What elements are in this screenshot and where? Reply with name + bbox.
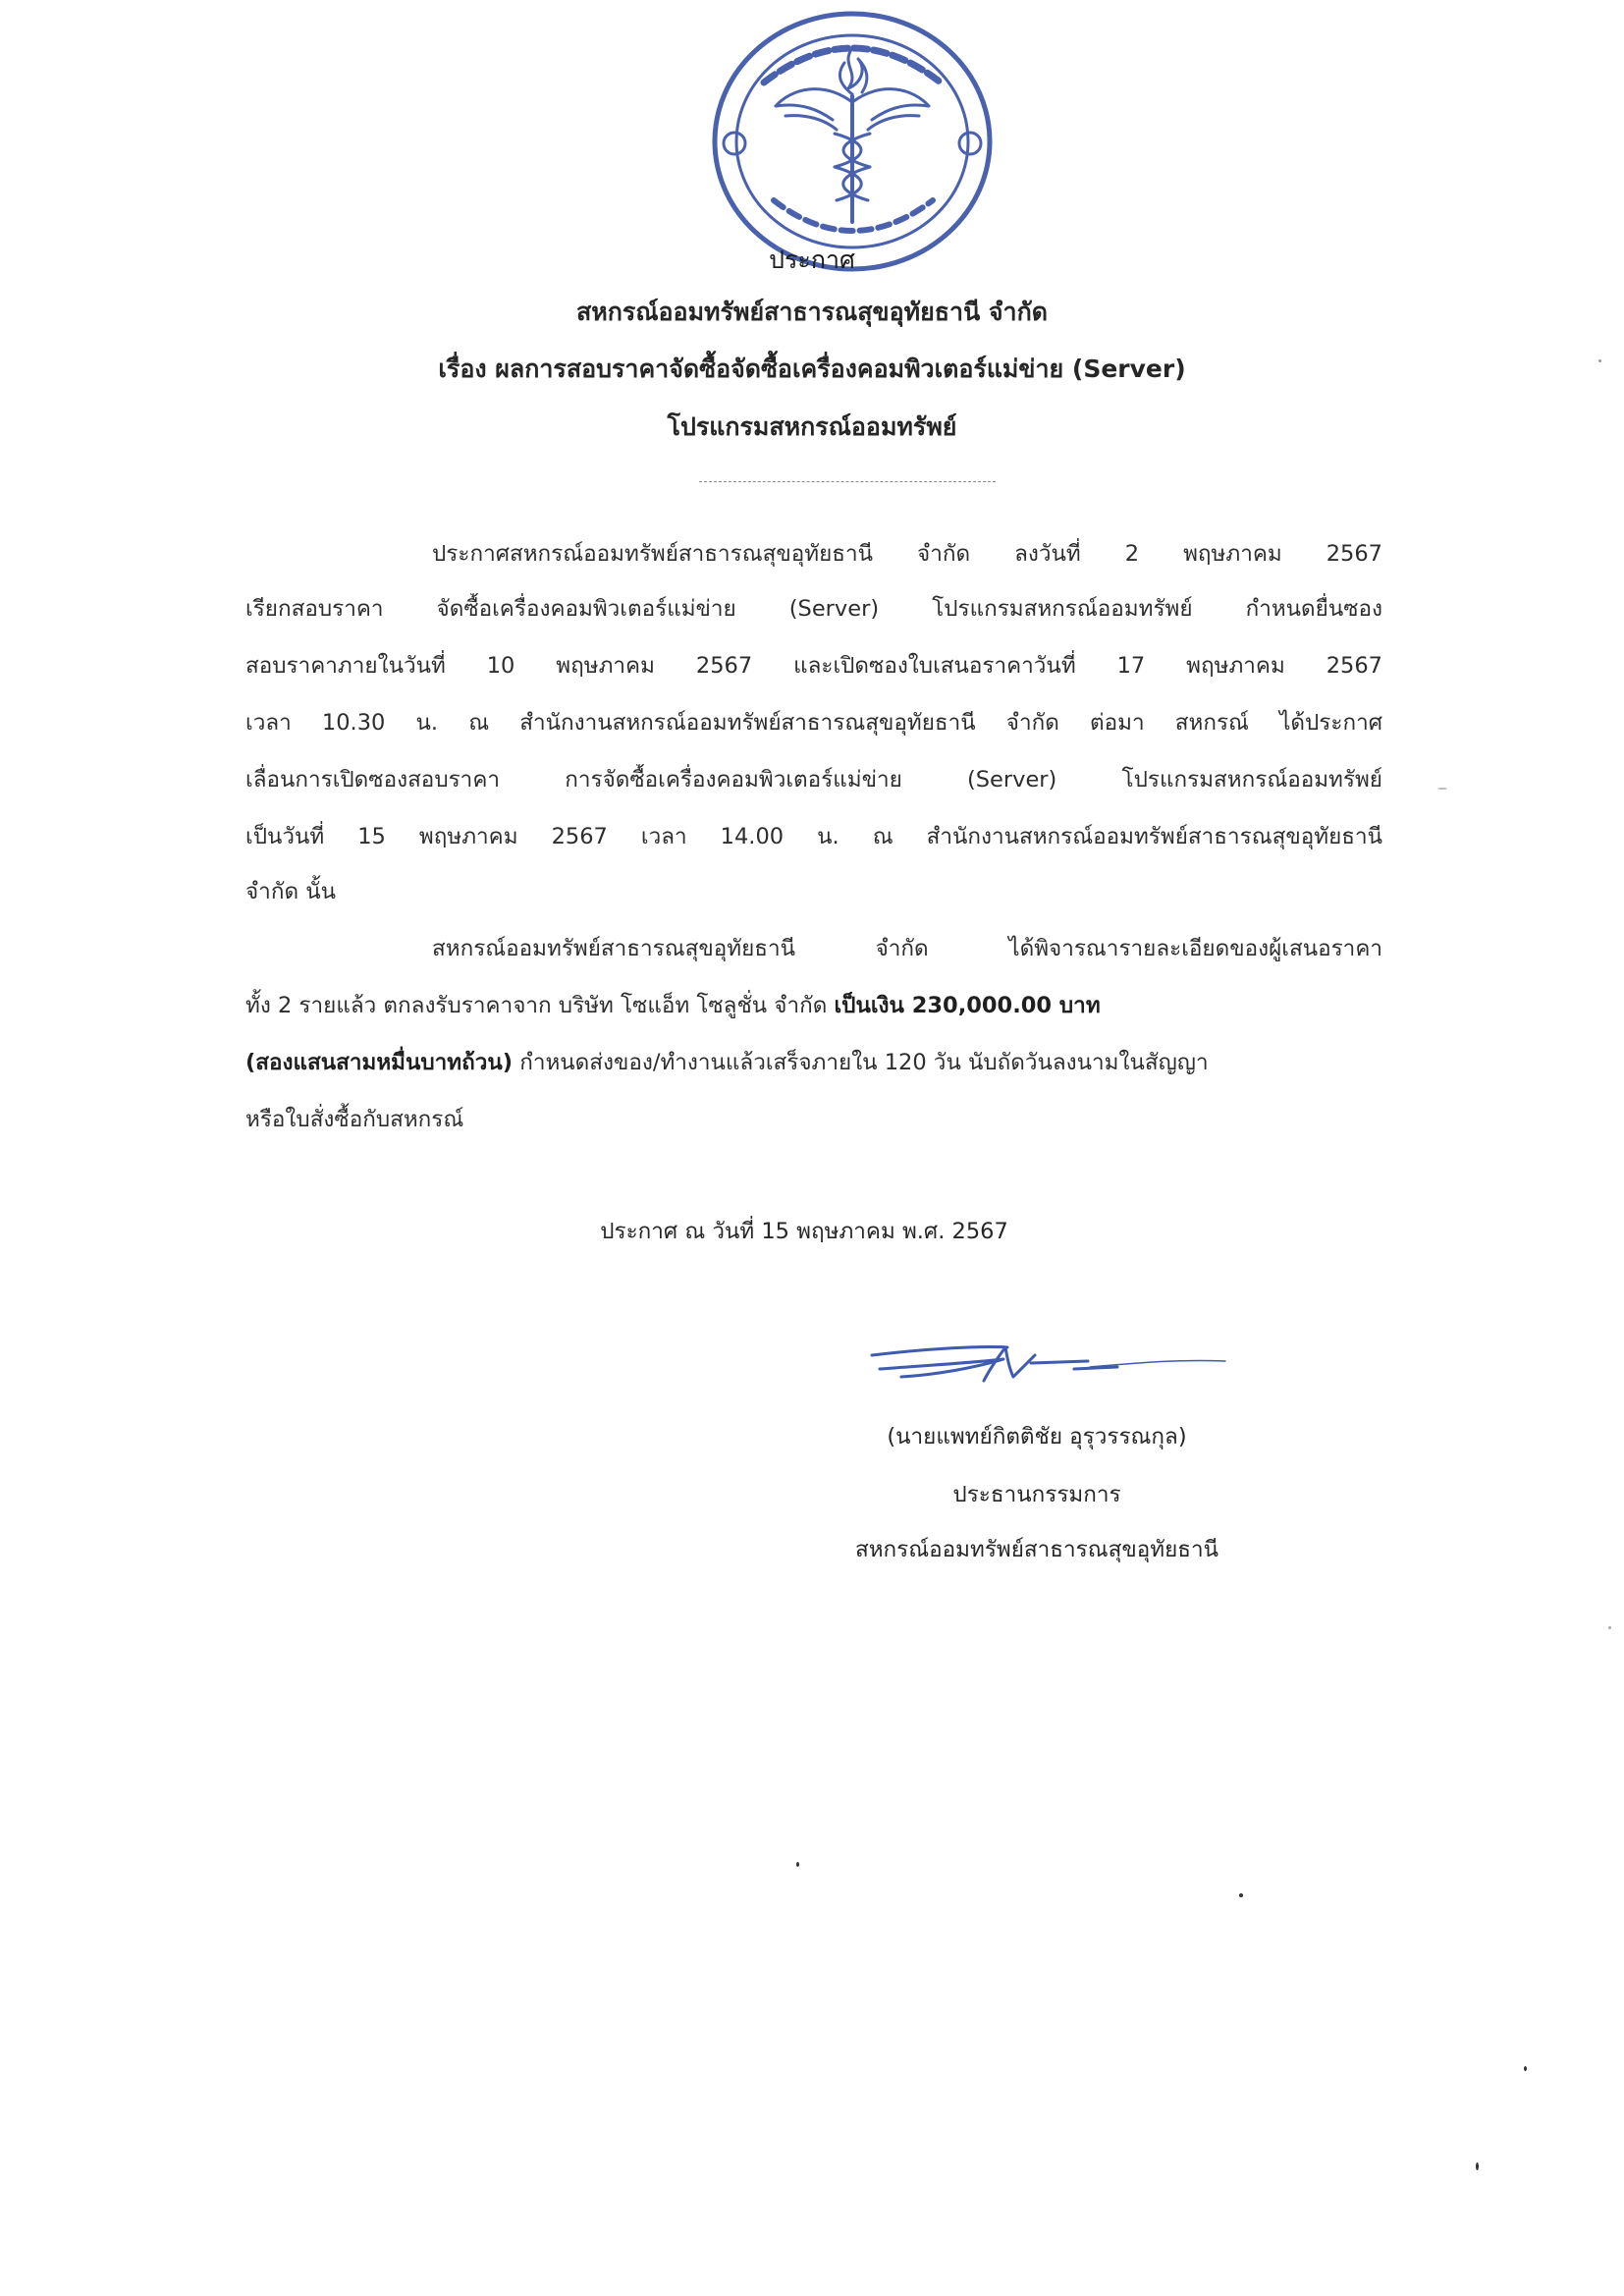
scan-speck (1437, 788, 1447, 790)
scan-speck (796, 1862, 799, 1867)
paragraph-1-line-3: สอบราคาภายในวันที่ 10 พฤษภาคม 2567 และเปิดซองใบเสนอราคาวันที่ 17 พฤษภาคม 2567 (245, 653, 1382, 679)
handwritten-signature-icon (862, 1336, 1227, 1394)
program-heading: โปรแกรมสหกรณ์ออมทรัพย์ (667, 412, 957, 441)
scan-speck (1524, 2066, 1527, 2071)
award-text: ทั้ง 2 รายแล้ว ตกลงรับราคาจาก บริษัท โซแอ็ท โซลูชั่น จำกัด (245, 993, 835, 1018)
paragraph-2-line-1: สหกรณ์ออมทรัพย์สาธารณสุขอุทัยธานี จำกัด ได้พิจารณารายละเอียดของผู้เสนอราคา (432, 936, 1382, 961)
paragraph-1-line-7: จำกัด นั้น (245, 879, 336, 904)
subject-heading: เรื่อง ผลการสอบราคาจัดซื้อจัดซื้อเครื่องคอมพิวเตอร์แม่ข่าย (Server) (438, 355, 1186, 383)
paragraph-1-line-6: เป็นวันที่ 15 พฤษภาคม 2567 เวลา 14.00 น. ณ สำนักงานสหกรณ์ออมทรัพย์สาธารณสุขอุทัยธานี (245, 824, 1382, 849)
signatory-name: (นายแพทย์กิตติชัย อุรุวรรณกุล) (887, 1424, 1187, 1449)
amount-in-words: (สองแสนสามหมื่นบาทถ้วน) (245, 1050, 514, 1075)
delivery-terms: กำหนดส่งของ/ทำงานแล้วเสร็จภายใน 120 วัน นับถัดวันลงนามในสัญญา (513, 1050, 1209, 1075)
organization-heading: สหกรณ์ออมทรัพย์สาธารณสุขอุทัยธานี จำกัด (576, 298, 1048, 326)
signatory-organization: สหกรณ์ออมทรัพย์สาธารณสุขอุทัยธานี (854, 1537, 1219, 1562)
paragraph-2-line-4: หรือใบสั่งซื้อกับสหกรณ์ (245, 1107, 464, 1132)
header-divider (699, 481, 996, 482)
scan-speck (1239, 1893, 1243, 1897)
scan-speck (1608, 1626, 1611, 1629)
document-title: ประกาศ (769, 246, 855, 274)
paragraph-2-line-3 (245, 1047, 1382, 1078)
paragraph-1-line-2: เรียกสอบราคา จัดซื้อเครื่องคอมพิวเตอร์แม่ข่าย (Server) โปรแกรมสหกรณ์ออมทรัพย์ กำหนดยื่นซอง (245, 596, 1382, 622)
scan-speck (1598, 359, 1601, 362)
paragraph-1-line-1: ประกาศสหกรณ์ออมทรัพย์สาธารณสุขอุทัยธานี จำกัด ลงวันที่ 2 พฤษภาคม 2567 (432, 541, 1382, 567)
award-amount: เป็นเงิน 230,000.00 บาท (834, 993, 1101, 1018)
signatory-position: ประธานกรรมการ (952, 1482, 1121, 1507)
paragraph-2-line-2 (245, 990, 1382, 1021)
paragraph-1-line-5: เลื่อนการเปิดซองสอบราคา การจัดซื้อเครื่องคอมพิวเตอร์แม่ข่าย (Server) โปรแกรมสหกรณ์ออมทรัพย์ (245, 767, 1382, 793)
paragraph-1-line-4: เวลา 10.30 น. ณ สำนักงานสหกรณ์ออมทรัพย์สาธารณสุขอุทัยธานี จำกัด ต่อมา สหกรณ์ ได้ประกาศ (245, 710, 1382, 736)
scan-speck (1476, 2162, 1479, 2170)
announcement-date: ประกาศ ณ วันที่ 15 พฤษภาคม พ.ศ. 2567 (600, 1219, 1008, 1244)
